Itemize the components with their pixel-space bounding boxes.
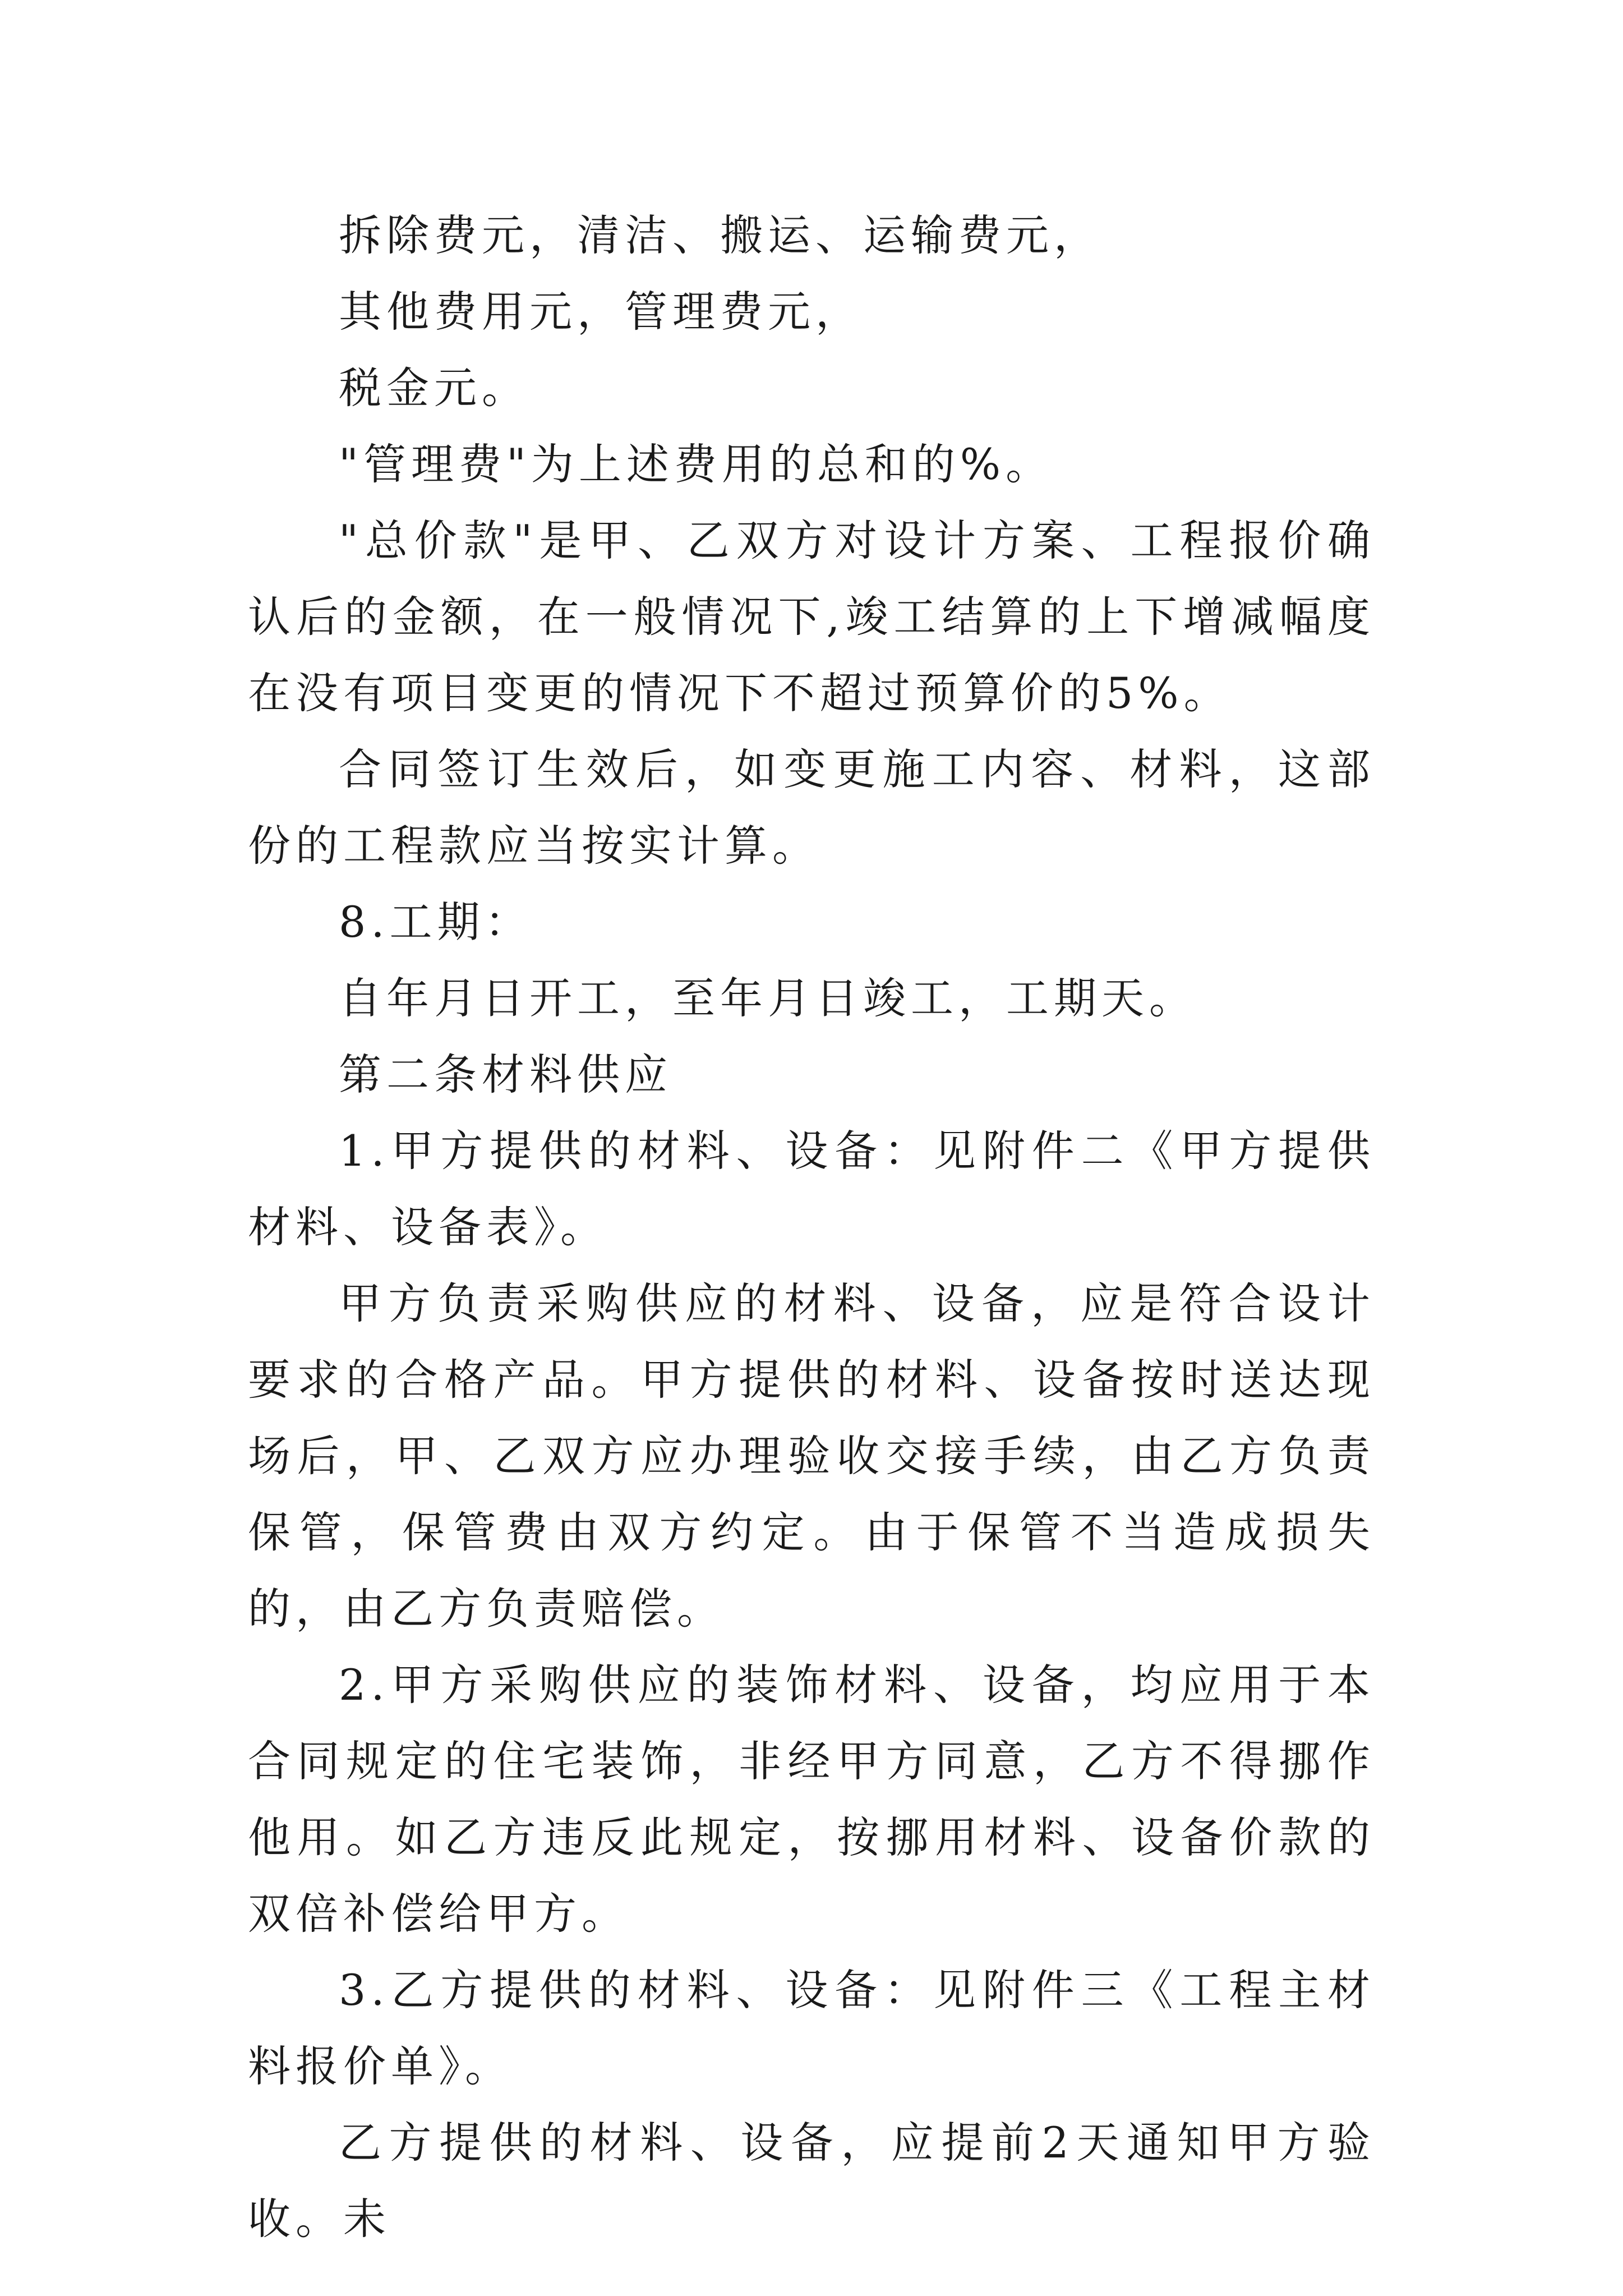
paragraph-schedule-dates: 自年月日开工，至年月日竣工，工期天。: [339, 973, 1197, 1023]
paragraph-party-b-materials: 3.乙方提供的材料、设备：见附件三《工程主材料报价单》。: [248, 1965, 1375, 2091]
paragraph-article-two-heading: 第二条材料供应: [339, 1050, 672, 1099]
paragraph-party-b-inspection: 乙方提供的材料、设备，应提前2天通知甲方验收。未: [248, 2118, 1375, 2244]
paragraph-party-a-materials: 1.甲方提供的材料、设备：见附件二《甲方提供材料、设备表》。: [248, 1126, 1375, 1252]
paragraph-party-a-procurement: 甲方负责采购供应的材料、设备，应是符合设计要求的合格产品。甲方提供的材料、设备按时送达现场后，甲、乙双方应办理验收交接手续，由乙方负责保管，保管费由双方约定。由于保管不当造成损失的，由乙方负责赔偿。: [248, 1278, 1375, 1634]
paragraph-party-a-usage: 2.甲方采购供应的装饰材料、设备，均应用于本合同规定的住宅装饰，非经甲方同意，乙方不得挪作他用。如乙方违反此规定，按挪用材料、设备价款的双倍补偿给甲方。: [248, 1660, 1375, 1939]
paragraph-total-price: "总价款"是甲、乙双方对设计方案、工程报价确认后的金额，在一般情况下,竣工结算的上下增减幅度在没有项目变更的情况下不超过预算价的5%。: [248, 516, 1375, 718]
document-body: [248, 197, 1375, 2257]
paragraph-fees-demolition: 拆除费元，清洁、搬运、运输费元，: [339, 210, 1101, 260]
paragraph-tax: 税金元。: [339, 363, 529, 413]
paragraph-contract-change: 合同签订生效后，如变更施工内容、材料，这部份的工程款应当按实计算。: [248, 744, 1375, 871]
paragraph-schedule-heading: 8.工期：: [339, 897, 533, 947]
paragraph-management-fee: "管理费"为上述费用的总和的%。: [339, 439, 1054, 489]
paragraph-fees-other: 其他费用元，管理费元，: [339, 287, 863, 337]
